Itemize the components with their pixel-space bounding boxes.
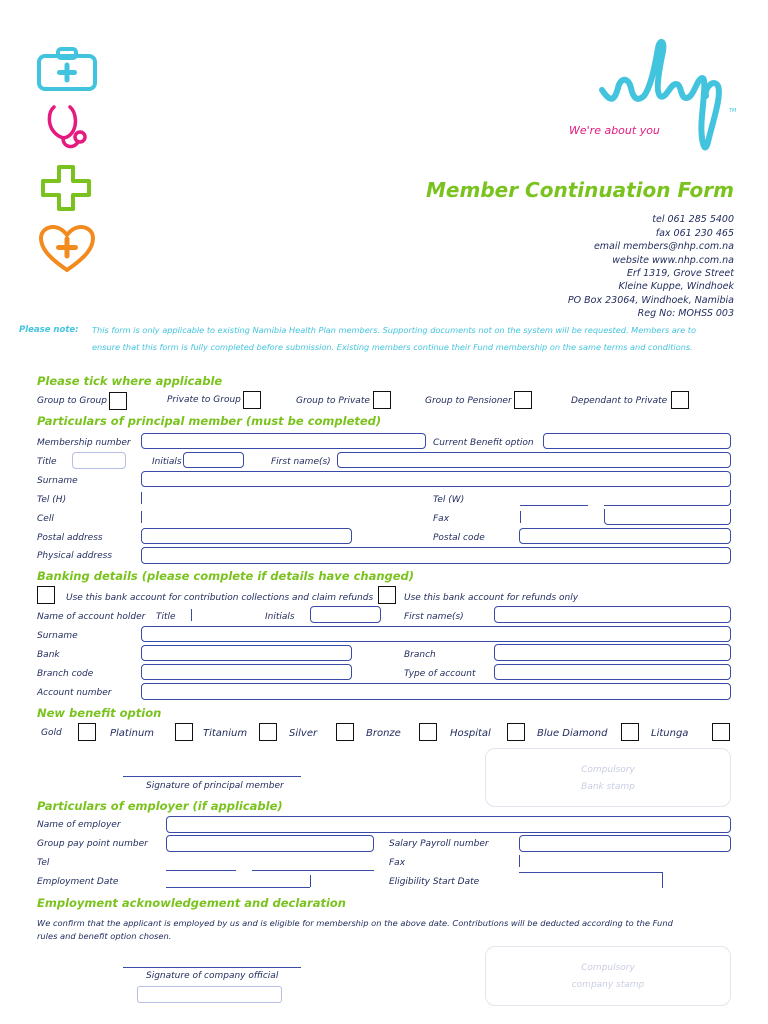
banking-heading: Banking details (please complete if details have changed) (37, 569, 415, 583)
physical-address-field[interactable] (141, 547, 731, 564)
benefit-gold-label: Gold (41, 728, 62, 738)
employment-date-label: Employment Date (37, 877, 119, 887)
use-for-collections-label: Use this bank account for contribution collections and claim refunds (66, 593, 374, 603)
option-group-to-group-checkbox[interactable] (109, 392, 127, 410)
bank-title-label: Title (156, 612, 176, 622)
bank-stamp-line-2: Bank stamp (581, 782, 635, 792)
declaration-line-1: We confirm that the applicant is employed by us and is eligible for membership on the above date. Contributions will be deducted according to the Fund (37, 918, 673, 928)
benefit-heading: New benefit option (37, 706, 162, 720)
bank-initials-label: Initials (265, 612, 295, 622)
employer-name-field[interactable] (166, 816, 731, 833)
initials-field[interactable] (183, 452, 244, 468)
bank-title-field[interactable] (191, 609, 192, 621)
benefit-platinum-checkbox[interactable] (175, 723, 193, 741)
fax-code-field[interactable] (520, 511, 521, 523)
current-benefit-option-label: Current Benefit option (433, 438, 534, 448)
tel-h-label: Tel (H) (37, 495, 67, 505)
employment-date-end (310, 875, 311, 887)
form-title: Member Continuation Form (426, 178, 734, 202)
benefit-blue-diamond-checkbox[interactable] (621, 723, 639, 741)
benefit-bronze-label: Bronze (366, 728, 401, 739)
type-of-account-label: Type of account (404, 669, 476, 679)
benefit-gold-checkbox[interactable] (78, 723, 96, 741)
contact-website: website www.nhp.com.na (612, 255, 734, 266)
eligibility-start-label: Eligibility Start Date (389, 877, 480, 887)
note-label: Please note: (19, 325, 79, 335)
benefit-silver-checkbox[interactable] (336, 723, 354, 741)
medical-kit-icon (36, 46, 98, 92)
employer-heading: Particulars of employer (if applicable) (37, 799, 283, 813)
declaration-heading: Employment acknowledgement and declaration (37, 896, 346, 910)
contact-suburb: Kleine Kuppe, Windhoek (618, 281, 734, 292)
benefit-bronze-checkbox[interactable] (419, 723, 437, 741)
employer-name-label: Name of employer (37, 820, 121, 830)
option-dependant-to-private-checkbox[interactable] (671, 391, 689, 409)
membership-number-label: Membership number (37, 438, 131, 448)
benefit-titanium-label: Titanium (203, 728, 248, 739)
group-pay-point-field[interactable] (166, 835, 374, 852)
postal-code-field[interactable] (519, 528, 731, 544)
benefit-litunga-label: Litunga (651, 728, 689, 739)
benefit-blue-diamond-label: Blue Diamond (537, 728, 608, 739)
svg-text:TM: TM (729, 108, 737, 114)
type-of-account-field[interactable] (494, 664, 731, 680)
tel-w-label: Tel (W) (433, 495, 465, 505)
employer-tel-label: Tel (37, 858, 50, 868)
employer-tel-field[interactable] (252, 870, 374, 871)
employer-fax-field[interactable] (519, 855, 520, 867)
contact-regno: Reg No: MOHSS 003 (637, 308, 734, 319)
bank-stamp-box (485, 748, 731, 807)
postal-code-label: Postal code (433, 533, 485, 543)
option-dependant-to-private-label: Dependant to Private (571, 396, 668, 406)
physical-address-label: Physical address (37, 551, 113, 561)
salary-payroll-label: Salary Payroll number (389, 839, 489, 849)
eligibility-start-end (662, 872, 663, 888)
branch-code-field[interactable] (141, 664, 352, 680)
eligibility-start-field[interactable] (519, 872, 662, 873)
account-holder-label: Name of account holder (37, 612, 146, 622)
cell-field[interactable] (141, 511, 142, 523)
option-group-to-group-label: Group to Group (37, 396, 107, 406)
use-for-refunds-label: Use this bank account for refunds only (404, 593, 579, 603)
option-group-to-private-checkbox[interactable] (373, 391, 391, 409)
official-signature-line[interactable] (123, 967, 301, 968)
account-number-label: Account number (37, 688, 112, 698)
postal-address-field[interactable] (141, 528, 352, 544)
postal-address-label: Postal address (37, 533, 103, 543)
branch-field[interactable] (494, 644, 731, 661)
member-signature-line[interactable] (123, 776, 301, 777)
employer-tel-code-field[interactable] (166, 870, 236, 871)
contact-pobox: PO Box 23064, Windhoek, Namibia (567, 295, 734, 306)
option-group-to-pensioner-checkbox[interactable] (514, 391, 532, 409)
benefit-litunga-checkbox[interactable] (712, 723, 730, 741)
bank-initials-field[interactable] (310, 606, 381, 623)
contact-email: email members@nhp.com.na (593, 241, 734, 252)
principal-heading: Particulars of principal member (must be completed) (37, 414, 382, 428)
title-field[interactable] (72, 452, 126, 469)
bank-surname-label: Surname (37, 631, 78, 641)
benefit-silver-label: Silver (289, 728, 318, 739)
use-for-collections-checkbox[interactable] (37, 586, 55, 604)
benefit-hospital-checkbox[interactable] (507, 723, 525, 741)
option-private-to-group-label: Private to Group (167, 395, 241, 405)
heart-cross-icon (38, 224, 96, 274)
first-names-field[interactable] (337, 452, 731, 468)
tel-w-code-field[interactable] (520, 505, 588, 506)
contact-erf: Erf 1319, Grove Street (626, 268, 734, 279)
contact-tel: tel 061 285 5400 (652, 214, 734, 225)
account-number-field[interactable] (141, 683, 731, 700)
note-line-2: ensure that this form is fully completed before submission. Existing members continue their Fund membership on the same terms and conditions. (92, 342, 693, 352)
company-stamp-line-2: company stamp (571, 980, 645, 990)
branch-code-label: Branch code (37, 669, 94, 679)
bank-first-names-field[interactable] (494, 606, 731, 623)
bank-first-names-label: First name(s) (404, 612, 464, 622)
surname-label: Surname (37, 476, 78, 486)
note-line-1: This form is only applicable to existing Namibia Health Plan members. Supporting documents not on the system will be requested. Members are to (92, 325, 696, 335)
cell-label: Cell (37, 514, 54, 524)
branch-label: Branch (404, 650, 436, 660)
company-stamp-line-1: Compulsory (581, 963, 635, 973)
official-name-field[interactable] (137, 986, 282, 1003)
tel-w-field[interactable] (604, 490, 731, 506)
membership-number-field[interactable] (141, 433, 426, 449)
bank-stamp-line-1: Compulsory (581, 765, 635, 775)
initials-label: Initials (152, 457, 182, 467)
first-names-label: First name(s) (271, 457, 331, 467)
benefit-hospital-label: Hospital (450, 728, 491, 739)
company-stamp-box (485, 946, 731, 1006)
employer-fax-label: Fax (389, 858, 406, 868)
member-signature-label: Signature of principal member (146, 781, 284, 791)
fax-field[interactable] (604, 509, 731, 525)
group-pay-point-label: Group pay point number (37, 839, 148, 849)
salary-payroll-field[interactable] (519, 835, 731, 852)
plus-cross-icon (40, 164, 92, 212)
bank-field[interactable] (141, 645, 352, 661)
tel-h-field[interactable] (141, 492, 142, 504)
benefit-titanium-checkbox[interactable] (259, 723, 277, 741)
nhp-logo (596, 32, 744, 160)
option-private-to-group-checkbox[interactable] (243, 391, 261, 409)
bank-surname-field[interactable] (141, 626, 731, 642)
fax-label: Fax (433, 514, 450, 524)
employment-date-field[interactable] (166, 887, 310, 888)
current-benefit-option-field[interactable] (543, 433, 731, 449)
bank-label: Bank (37, 650, 60, 660)
option-group-to-private-label: Group to Private (296, 396, 370, 406)
contact-fax: fax 061 230 465 (655, 228, 734, 239)
declaration-line-2: rules and benefit option chosen. (37, 931, 172, 941)
benefit-platinum-label: Platinum (110, 728, 155, 739)
title-label: Title (37, 457, 57, 467)
use-for-refunds-checkbox[interactable] (378, 586, 396, 604)
tagline: We're about you (569, 124, 660, 137)
stethoscope-icon (44, 102, 90, 152)
surname-field[interactable] (141, 471, 731, 487)
official-signature-label: Signature of company official (146, 971, 279, 981)
tick-heading: Please tick where applicable (37, 374, 223, 388)
option-group-to-pensioner-label: Group to Pensioner (425, 396, 512, 406)
